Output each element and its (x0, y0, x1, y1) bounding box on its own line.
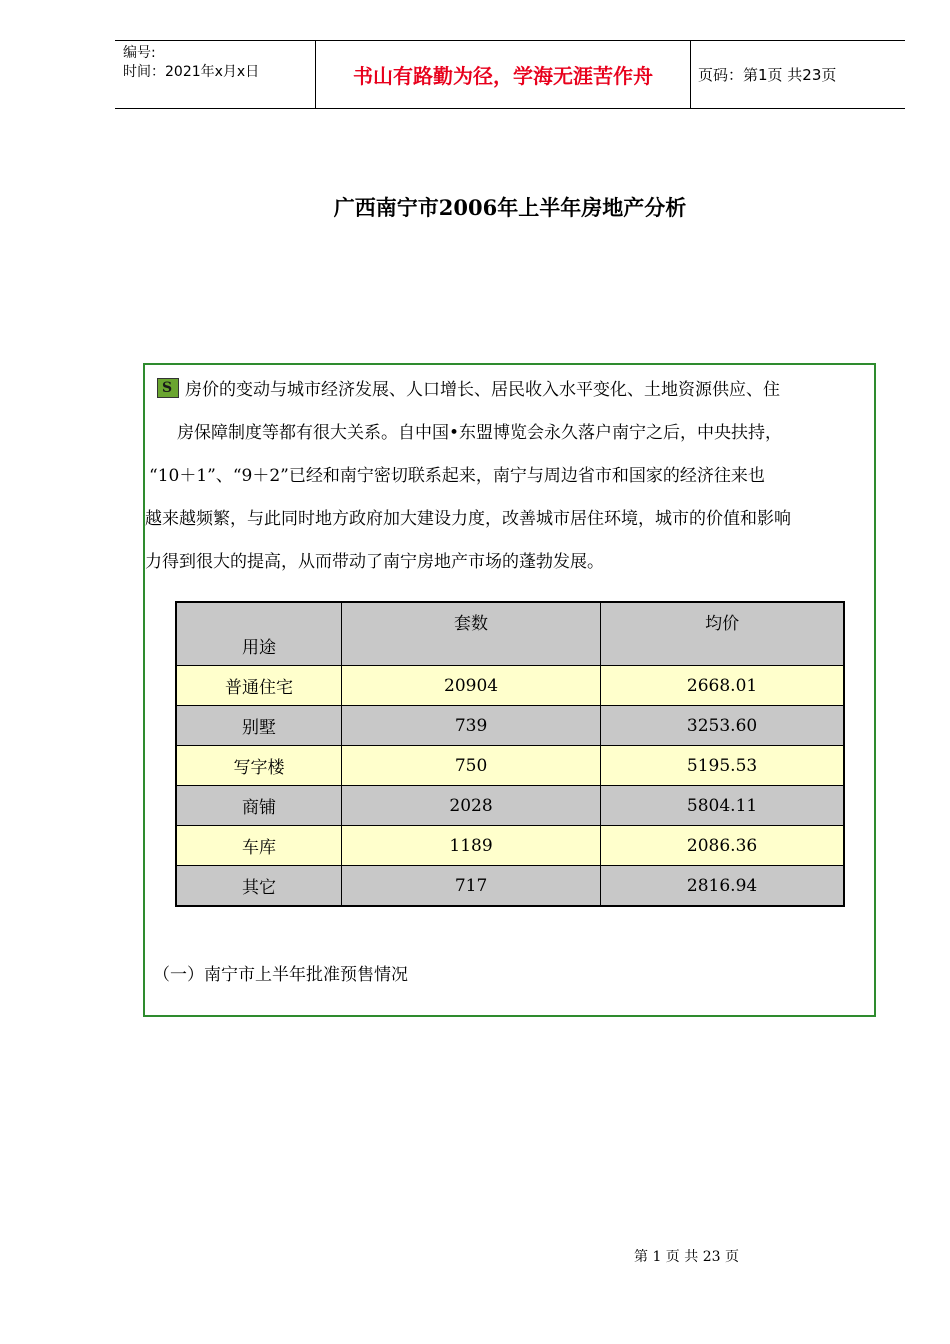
cell-usage: 其它 (176, 866, 341, 907)
document-number-label: 编号: (123, 45, 156, 61)
cell-price: 3253.60 (601, 706, 844, 746)
header-cell-price: 均价 (601, 602, 844, 666)
document-title: 广西南宁市2006年上半年房地产分析 (333, 195, 687, 220)
cell-usage: 别墅 (176, 706, 341, 746)
cell-price: 2086.36 (601, 826, 844, 866)
cell-price: 5195.53 (601, 746, 844, 786)
header-page-number: 页码：第1页 共23页 (698, 66, 837, 84)
section-heading: （一）南宁市上半年批准预售情况 (153, 965, 408, 985)
cell-count: 750 (341, 746, 600, 786)
cell-price: 2668.01 (601, 666, 844, 706)
housing-price-table (175, 601, 845, 907)
page-footer: 第 1 页 共 23 页 (634, 1249, 739, 1265)
header-motto: 书山有路勤为径，学海无涯苦作舟 (315, 41, 691, 108)
table-header-row (176, 602, 844, 666)
cell-price: 5804.11 (601, 786, 844, 826)
intro-line: S 房价的变动与城市经济发展、人口增长、居民收入水平变化、土地资源供应、住 (145, 369, 874, 412)
intro-paragraph (145, 369, 874, 584)
header-cell-count: 套数 (341, 602, 600, 666)
document-time-label: 时间：2021年x月x日 (123, 64, 260, 80)
table-row (176, 666, 844, 706)
cell-count: 717 (341, 866, 600, 907)
table-row (176, 866, 844, 907)
intro-line: “10＋1”、“9＋2”已经和南宁密切联系起来，南宁与周边省市和国家的经济往来也 (149, 466, 765, 486)
table-row (176, 746, 844, 786)
header-cell-usage: 用途 (176, 602, 341, 666)
cell-count: 1189 (341, 826, 600, 866)
cell-usage: 普通住宅 (176, 666, 341, 706)
cell-count: 20904 (341, 666, 600, 706)
intro-line: 力得到很大的提高，从而带动了南宁房地产市场的蓬勃发展。 (145, 552, 604, 572)
header-meta (115, 41, 315, 108)
cell-usage: 商铺 (176, 786, 341, 826)
cell-count: 739 (341, 706, 600, 746)
cell-count: 2028 (341, 786, 600, 826)
table-row (176, 826, 844, 866)
cell-usage: 写字楼 (176, 746, 341, 786)
intro-line: 房保障制度等都有很大关系。自中国•东盟博览会永久落户南宁之后，中央扶持， (177, 423, 783, 443)
intro-line: 越来越频繁，与此同时地方政府加大建设力度，改善城市居住环境，城市的价值和影响 (145, 509, 791, 529)
bullet-s-icon: S (157, 378, 179, 398)
cell-price: 2816.94 (601, 866, 844, 907)
table-row (176, 706, 844, 746)
table-row (176, 786, 844, 826)
cell-usage: 车库 (176, 826, 341, 866)
page-header (115, 40, 905, 109)
content-box (143, 363, 876, 1017)
